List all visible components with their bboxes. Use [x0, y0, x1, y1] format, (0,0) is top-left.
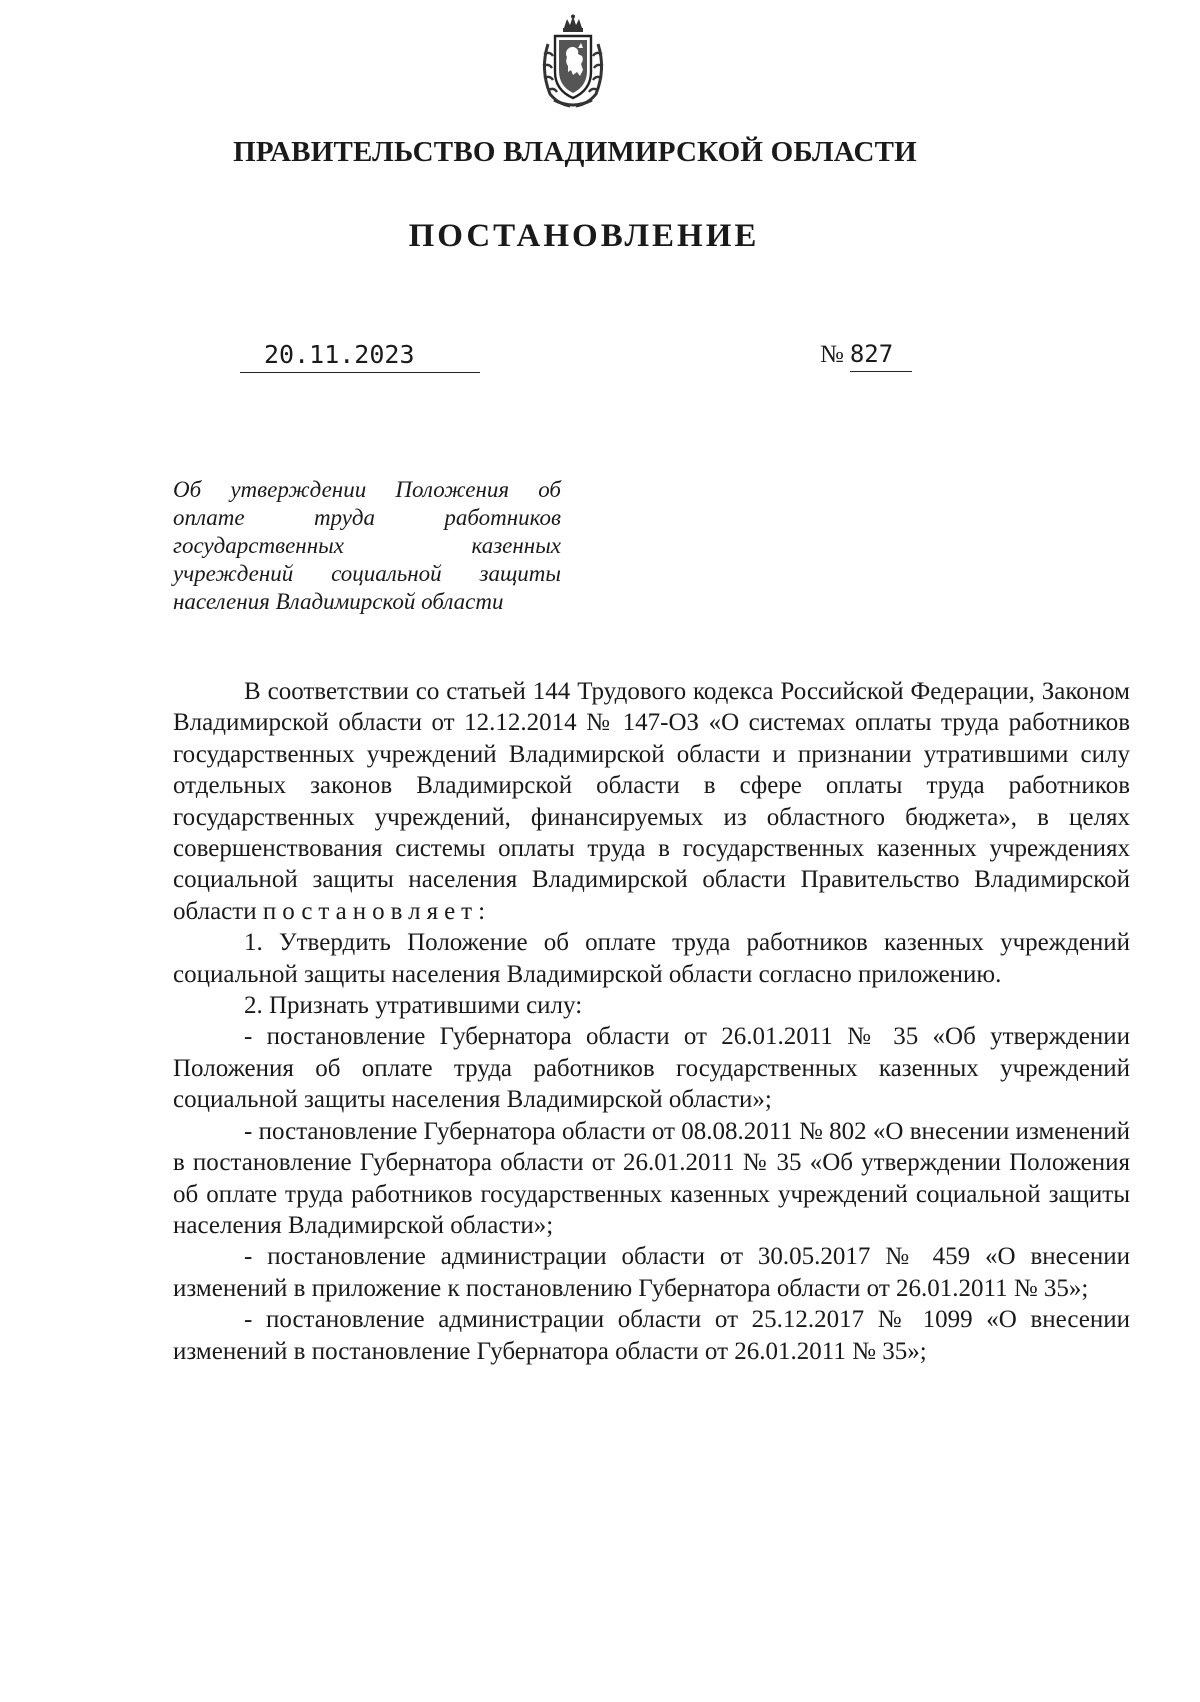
body-paragraph: - постановление администрации области от 25.12.2017 № 1099 «О внесении изменений в постановление Губернатора области от 26.01.2011 № 35»; [173, 1306, 1130, 1365]
document-type-title: ПОСТАНОВЛЕНИЕ [408, 218, 760, 254]
document-body [173, 676, 1130, 1367]
number-value: 827 [850, 340, 912, 372]
body-paragraph: - постановление Губернатора области от 26.01.2011 № 35 «Об утверждении Положения об оплате труда работников государственных казенных учреждений социальной защиты населения Владимирской области»; [173, 1023, 1130, 1114]
document-subject: Об утверждении Положения об оплате труда работников государственных казенных учреждений социальной защиты населения Владимирской области [173, 477, 561, 614]
number-prefix: № [820, 341, 844, 368]
body-paragraph: - постановление Губернатора области от 08.08.2011 № 802 «О внесении изменений в постановление Губернатора области от 26.01.2011 № 35 «Об утверждении Положения об оплате труда работников государственных казенных учреждений социальной защиты населения Владимирской области»; [173, 1117, 1130, 1239]
resolves-word: постановляет: [262, 897, 492, 925]
body-paragraph: 1. Утвердить Положение об оплате труда работников казенных учреждений социальной защиты населения Владимирской области согласно приложению. [173, 929, 1130, 988]
organization-title: ПРАВИТЕЛЬСТВО ВЛАДИМИРСКОЙ ОБЛАСТИ [233, 136, 917, 168]
preamble-paragraph [173, 676, 1130, 927]
coat-of-arms-emblem [534, 14, 612, 110]
body-paragraph: - постановление администрации области от 30.05.2017 № 459 «О внесении изменений в приложение к постановлению Губернатора области от 26.01.2011 № 35»; [173, 1243, 1130, 1302]
document-date: 20.11.2023 [240, 340, 480, 373]
document-number [820, 340, 912, 372]
preamble-text: В соответствии со статьей 144 Трудового кодекса Российской Федерации, Законом Владимирской области от 12.12.2014 № 147-ОЗ «О системах оплаты труда работников государственных учреждений Владимирской области и признании утратившими силу отдельных законов Владимирской области в сфере оплаты труда работников государственных учреждений, финансируемых из областного бюджета», в целях совершенствования системы оплаты труда в государственных казенных учреждениях социальной защиты населения Владимирской области Правительство Владимирской области [173, 678, 1130, 925]
body-paragraph: 2. Признать утратившими силу: [244, 992, 583, 1020]
